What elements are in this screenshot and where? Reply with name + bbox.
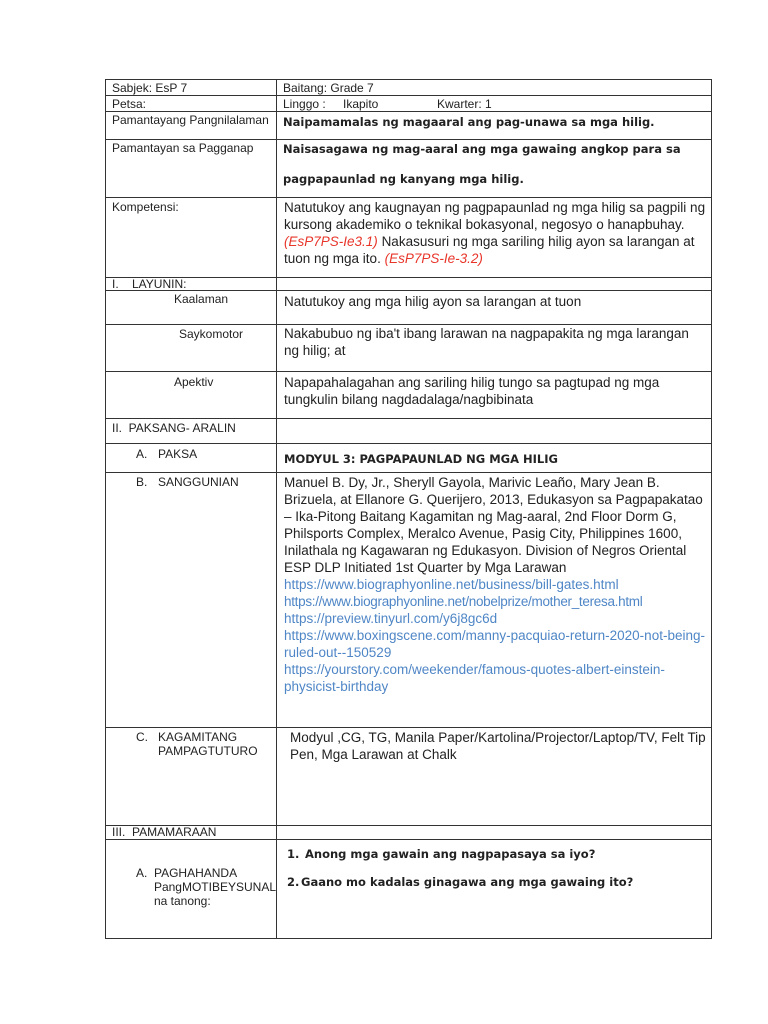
materials-label-cell (106, 728, 277, 826)
reference-link-pacquiao[interactable]: https://www.boxingscene.com/manny-pacquiao-return-2020-not-being-ruled-out--150529 (284, 628, 705, 660)
affective-cell (277, 372, 712, 419)
competency-code1: (EsP7PS-Ie3.1) (284, 234, 378, 249)
competency-text1: Natutukoy ang kaugnayan ng pagpapaunlad ng mga hilig sa pagpili ng kursong akademiko o teknikal bokasyonal, negosyo o hanapbuhay. (284, 200, 706, 232)
subject-matter-label: II. PAKSANG- ARALIN (112, 421, 236, 435)
question-2 (287, 875, 711, 889)
affective-label-cell (106, 372, 277, 419)
performance-standard-label-cell (106, 140, 277, 198)
preparation-label-line3: na tanong: (153, 894, 211, 908)
grade-label: Baitang: Grade 7 (283, 81, 374, 95)
procedure-label-cell (106, 826, 277, 840)
preparation-label-line2: PangMOTIBEYSUNAL (153, 880, 276, 894)
question-1 (287, 847, 711, 861)
materials-label-line1: KAGAMITANG (158, 730, 238, 744)
topic-text: MODYUL 3: PAGPAPAUNLAD NG MGA HILIG (284, 452, 558, 466)
subject-cell (106, 80, 277, 96)
affective-text: Napapahalagahan ang sariling hilig tungo sa pagtupad ng mga tungkulin bilang nagdadalaga/nagbibinata (284, 375, 660, 407)
week-label: Linggo : (283, 97, 326, 111)
question-2-text: Gaano mo kadalas ginagawa ang mga gawaing ito? (301, 875, 634, 889)
preparation-letter: A. (136, 866, 148, 880)
week-value: Ikapito (343, 97, 379, 111)
preparation-label-line1: PAGHAHANDA (153, 866, 238, 880)
references-text: Manuel B. Dy, Jr., Sheryll Gayola, Marivic Leaño, Mary Jean B. Brizuela, at Ellanore G. Querijero, 2013, Edukasyon sa Pagpapakatao – Ika-Pitong Baitang Kagamitan ng Mag-aaral, 2nd Floor Dorm G, Philsports Complex, Meralco Avenue, Pasig City, Philippines 1600, Inilathala ng Kagawaran ng Edukasyon. Division of Negros Oriental ESP DLP Initiated 1st Quarter by Mga Larawan (284, 475, 703, 575)
preparation-label-cell (106, 840, 277, 939)
affective-label: Apektiv (174, 375, 214, 389)
grade-cell (277, 80, 712, 96)
materials-letter: C. (136, 730, 148, 744)
knowledge-cell (277, 291, 712, 325)
performance-standard-line2: pagpapaunlad ng kanyang mga hilig. (283, 172, 524, 186)
subject-matter-label-cell (106, 419, 277, 444)
performance-standard-cell (277, 140, 712, 198)
topic-cell (277, 444, 712, 473)
competency-text (277, 198, 711, 267)
performance-standard-label: Pamantayan sa Pagganap (112, 141, 254, 155)
competency-label: Kompetensi: (112, 200, 179, 214)
reference-link-bill-gates[interactable]: https://www.biographyonline.net/business/bill-gates.html (284, 577, 619, 592)
date-label: Petsa: (112, 97, 147, 111)
competency-cell (277, 198, 712, 278)
objectives-label-cell (106, 278, 277, 291)
competency-code2: (EsP7PS-Ie-3.2) (384, 251, 483, 266)
topic-label-cell (106, 444, 277, 473)
references-cell (277, 473, 712, 728)
psychomotor-label: Saykomotor (179, 327, 244, 341)
week-cell (277, 96, 712, 112)
references-letter: B. (136, 475, 148, 489)
reference-link-tinyurl[interactable]: https://preview.tinyurl.com/y6j8gc6d (284, 611, 498, 626)
competency-text2: Nakasusuri ng mga sariling hilig ayon sa larangan at tuon ng mga ito. (284, 234, 695, 266)
lesson-plan-table (105, 79, 712, 939)
topic-label: PAKSA (158, 447, 198, 461)
references-label: SANGGUNIAN (158, 475, 239, 489)
question-2-number: 2. (287, 875, 300, 889)
references-label-cell (106, 473, 277, 728)
psychomotor-text: Nakabubuo ng iba't ibang larawan na nagpapakita ng mga larangan ng hilig; at (284, 326, 689, 358)
performance-standard-line1: Naisasagawa ng mag-aaral ang mga gawaing angkop para sa (283, 142, 681, 156)
quarter-label: Kwarter: 1 (437, 97, 492, 111)
content-standard-label-cell (106, 112, 277, 140)
materials-cell (277, 728, 712, 826)
psychomotor-label-cell (106, 325, 277, 372)
materials-text: Modyul ,CG, TG, Manila Paper/Kartolina/Projector/Laptop/TV, Felt Tip Pen, Mga Larawan at Chalk (290, 730, 706, 762)
content-standard-label: Pamantayang Pangnilalaman (112, 113, 269, 127)
subject-matter-empty-cell (277, 419, 712, 444)
knowledge-label: Kaalaman (174, 292, 229, 306)
reference-link-einstein[interactable]: https://yourstory.com/weekender/famous-quotes-albert-einstein-physicist-birthday (284, 662, 665, 694)
motivation-questions-cell (277, 840, 712, 939)
date-cell (106, 96, 277, 112)
knowledge-label-cell (106, 291, 277, 325)
question-1-number: 1. (287, 847, 300, 861)
procedure-empty-cell (277, 826, 712, 840)
psychomotor-cell (277, 325, 712, 372)
competency-label-cell (106, 198, 277, 278)
subject-label: Sabjek: EsP 7 (112, 81, 188, 95)
topic-letter: A. (136, 447, 148, 461)
objectives-label: I. LAYUNIN: (112, 277, 187, 291)
objectives-empty-cell (277, 278, 712, 291)
reference-link-mother-teresa[interactable]: https://www.biographyonline.net/nobelprize/mother_teresa.html (284, 594, 643, 609)
knowledge-text: Natutukoy ang mga hilig ayon sa larangan at tuon (284, 294, 582, 309)
content-standard-text: Naipamamalas ng magaaral ang pag-unawa sa mga hilig. (283, 115, 655, 129)
question-1-text: Anong mga gawain ang nagpapasaya sa iyo? (305, 847, 596, 861)
procedure-label: III. PAMAMARAAN (112, 825, 217, 839)
content-standard-cell (277, 112, 712, 140)
materials-label-line2: PAMPAGTUTURO (158, 744, 258, 758)
